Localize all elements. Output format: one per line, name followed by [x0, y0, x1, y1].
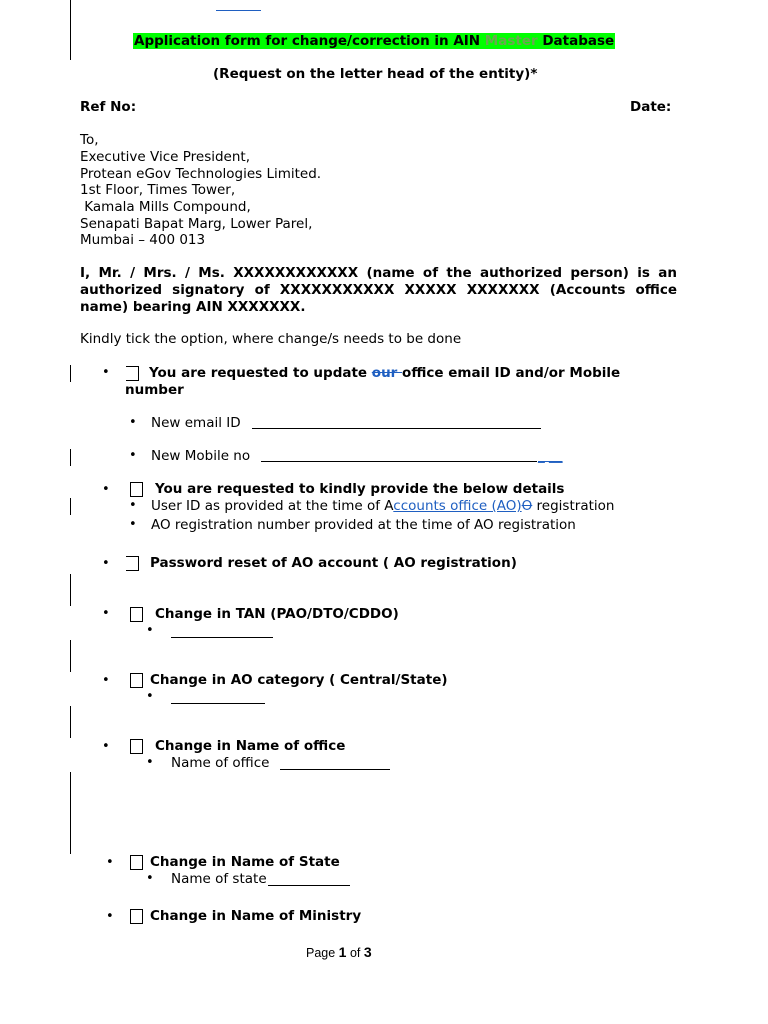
bullet: •: [146, 689, 154, 704]
address-line: To,: [80, 132, 99, 148]
option-category-label: Change in AO category ( Central/State): [150, 672, 448, 688]
checkbox-state[interactable]: [130, 855, 143, 870]
struck-text: O: [521, 498, 533, 514]
details-sub-ao-number: AO registration number provided at the time of AO registration: [151, 517, 576, 533]
option-email-mobile-label: You are requested to update our office email ID and/or Mobile: [149, 365, 621, 381]
change-bar: [70, 772, 71, 854]
bullet: •: [102, 606, 110, 621]
title-master-word: Master: [484, 33, 538, 49]
new-mobile-field[interactable]: [261, 449, 537, 462]
bullet: •: [102, 556, 110, 571]
address-line: Senapati Bapat Marg, Lower Parel,: [80, 216, 313, 232]
change-bar: [70, 449, 71, 466]
office-name-sub-label: Name of office: [171, 755, 270, 771]
new-mobile-label: New Mobile no: [151, 448, 251, 464]
tan-field[interactable]: [171, 625, 273, 638]
struck-text: our: [371, 365, 403, 381]
bullet: •: [146, 755, 154, 770]
change-bar: [70, 0, 71, 60]
checkbox-category[interactable]: [130, 673, 143, 688]
bullet: •: [102, 673, 110, 688]
new-email-field[interactable]: [252, 416, 541, 429]
address-line: Executive Vice President,: [80, 149, 250, 165]
total-pages: 3: [363, 944, 372, 960]
change-bar: [70, 640, 71, 672]
address-line: Protean eGov Technologies Limited.: [80, 166, 322, 182]
bullet: •: [129, 517, 137, 532]
checkbox-office-name[interactable]: [130, 739, 143, 754]
bullet: •: [129, 415, 137, 430]
option-email-mobile-label-line2: number: [125, 382, 184, 398]
address-line: Kamala Mills Compound,: [80, 199, 251, 215]
current-page: 1: [338, 944, 347, 960]
change-bar: [70, 706, 71, 738]
mobile-tail-mark: _ __: [538, 448, 563, 464]
change-bar: [70, 574, 71, 606]
page-number-footer: Page 1 of 3: [306, 944, 372, 960]
ao-link-text: ccounts office (AO): [393, 498, 522, 514]
new-email-label: New email ID: [151, 415, 241, 431]
option-office-name-label: Change in Name of office: [155, 738, 346, 754]
change-bar: [70, 498, 71, 515]
category-field[interactable]: [171, 691, 265, 704]
state-sub-label: Name of state: [171, 871, 267, 887]
option-ministry-label: Change in Name of Ministry: [150, 908, 362, 924]
bullet: •: [146, 623, 154, 638]
top-underline-mark: [216, 10, 261, 11]
instruction-text: Kindly tick the option, where change/s needs to be done: [80, 331, 462, 347]
bullet: •: [102, 482, 110, 497]
bullet: •: [102, 365, 110, 380]
state-field[interactable]: [268, 873, 350, 886]
declaration-paragraph: I, Mr. / Mrs. / Ms. XXXXXXXXXXXX (name of the authorized person) is an authorized signatory of XXXXXXXXXXX XXXXX XXXXXXX (Accounts office name) bearing AIN XXXXXXX.: [80, 265, 677, 315]
bullet: •: [102, 739, 110, 754]
address-line: Mumbai – 400 013: [80, 232, 206, 248]
option-password-label: Password reset of AO account ( AO registration): [150, 555, 517, 571]
ref-no-label: Ref No:: [80, 99, 137, 115]
document-title: Application form for change/correction in AIN Master Database: [134, 33, 615, 49]
checkbox-ministry[interactable]: [130, 909, 143, 924]
details-sub-userid: User ID as provided at the time of Accounts office (AO)O registration: [151, 498, 615, 514]
checkbox-tan[interactable]: [130, 607, 143, 622]
checkbox-password-reset[interactable]: [126, 556, 139, 571]
bullet: •: [106, 855, 114, 870]
bullet: •: [129, 448, 137, 463]
option-details-label: You are requested to kindly provide the below details: [155, 481, 565, 497]
bullet: •: [146, 871, 154, 886]
address-line: 1st Floor, Times Tower,: [80, 182, 236, 198]
office-name-field[interactable]: [280, 757, 390, 770]
change-bar: [70, 365, 71, 382]
document-subtitle: (Request on the letter head of the entity)*: [213, 66, 538, 82]
option-state-label: Change in Name of State: [150, 854, 340, 870]
checkbox-email-mobile[interactable]: [126, 366, 139, 381]
date-label: Date:: [630, 99, 672, 115]
checkbox-details[interactable]: [130, 482, 143, 497]
bullet: •: [106, 909, 114, 924]
option-tan-label: Change in TAN (PAO/DTO/CDDO): [155, 606, 399, 622]
bullet: •: [129, 498, 137, 513]
